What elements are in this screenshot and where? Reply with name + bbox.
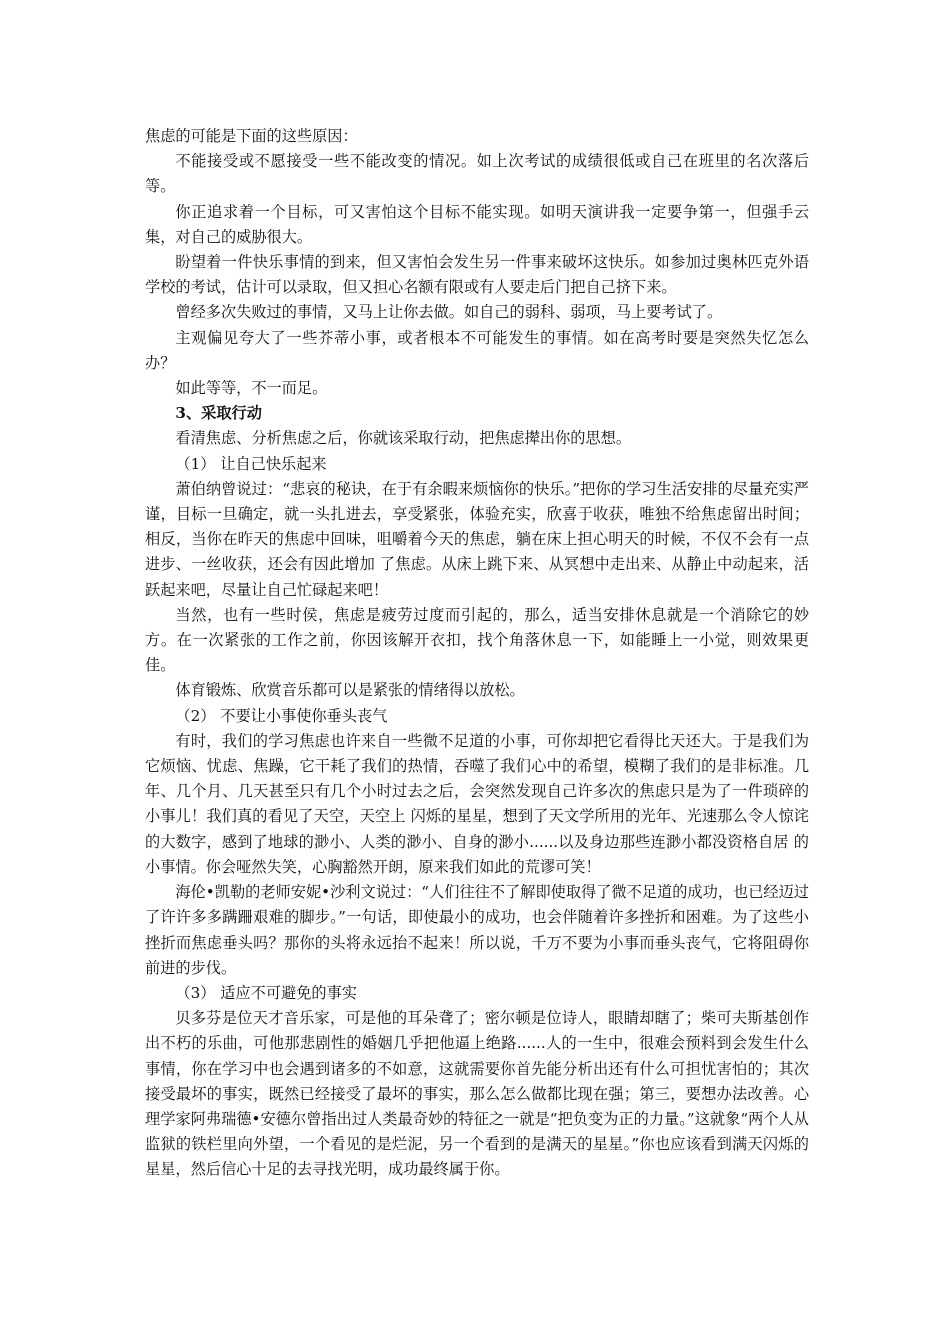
paragraph-shaw-quote: 萧伯纳曾说过：“悲哀的秘诀，在于有余暇来烦恼你的快乐。”把你的学习生活安排的尽量充实严谨，目标一旦确定，就一头扎进去，享受紧张，体验充实，欣喜于收获，唯独不给焦虑留出时间；相反，当你在昨天的焦虑中回味，咀嚼着今天的焦虑，躺在床上担心明天的时候，不仅不会有一点进步、一丝收获，还会有因此增加 了焦虑。从床上跳下来、从冥想中走出来、从静止中动起来，活跃起来吧，尽量让自己忙碌起来吧！	[145, 479, 809, 599]
document-page	[145, 124, 809, 1183]
subheading-be-happy: （1） 让自己快乐起来	[175, 454, 327, 473]
subheading-small-things: （2） 不要让小事使你垂头丧气	[175, 706, 388, 725]
paragraph-etc: 如此等等，不一而足。	[175, 379, 328, 398]
paragraph-accept-facts: 贝多芬是位天才音乐家，可是他的耳朵聋了；密尔顿是位诗人，眼睛却瞎了；柴可夫斯基创作出不朽的乐曲，可他那悲剧性的婚姻几乎把他逼上绝路......人的一生中，很难会预料到会发生什么事情，你在学习中也会遇到诸多的不如意，这就需要你首先能分析出还有什么可担忧害怕的；其次接受最坏的事实，既然已经接受了最坏的事实，那么怎么做都比现在强；第三，要想办法改善。心理学家阿弗瑞德•安德尔曾指出过人类最奇妙的特征之一就是“把负变为正的力量。”这就象“两个人从监狱的铁栏里向外望，一个看见的是烂泥，另一个看到的是满天的星星。”你也应该看到满天闪烁的星星，然后信心十足的去寻找光明，成功最终属于你。	[145, 1009, 809, 1179]
subheading-accept-facts: （3） 适应不可避免的事实	[175, 983, 357, 1002]
paragraph-cause-1: 不能接受或不愿接受一些不能改变的情况。如上次考试的成绩很低或自己在班里的名次落后等。	[145, 152, 809, 196]
paragraph-take-action-intro: 看清焦虑、分析焦虑之后，你就该采取行动，把焦虑撵出你的思想。	[175, 429, 632, 448]
paragraph-cause-5: 主观偏见夸大了一些芥蒂小事，或者根本不可能发生的事情。如在高考时要是突然失忆怎么办？	[145, 328, 809, 372]
paragraph-rest: 当然，也有一些时侯，焦虑是疲劳过度而引起的，那么，适当安排休息就是一个消除它的妙方。在一次紧张的工作之前，你因该解开衣扣，找个角落休息一下，如能睡上一小觉，则效果更佳。	[145, 605, 809, 675]
paragraph-exercise-music: 体育锻炼、欣赏音乐都可以是紧张的情绪得以放松。	[175, 681, 525, 700]
paragraph-cause-3: 盼望着一件快乐事情的到来，但又害怕会发生另一件事来破坏这快乐。如参加过奥林匹克外语学校的考试，估计可以录取，但又担心名额有限或有人要走后门把自己挤下来。	[145, 253, 809, 297]
paragraph-sullivan-quote: 海伦•凯勒的老师安妮•沙利文说过：“人们往往不了解即使取得了微不足道的成功，也已经迈过了许许多多蹒跚艰难的脚步。”一句话，即使最小的成功，也会伴随着许多挫折和困难。为了这些小挫折而焦虑垂头吗？那你的头将永远抬不起来！所以说，千万不要为小事而垂头丧气，它将阻碍你前进的步伐。	[145, 883, 809, 977]
paragraph-cause-2: 你正追求着一个目标，可又害怕这个目标不能实现。如明天演讲我一定要争第一，但强手云集，对自己的威胁很大。	[145, 202, 809, 246]
paragraph-cause-4: 曾经多次失败过的事情，又马上让你去做。如自己的弱科、弱项，马上要考试了。	[175, 303, 723, 322]
paragraph-small-things: 有时，我们的学习焦虑也许来自一些微不足道的小事，可你却把它看得比天还大。于是我们为它烦恼、忧虑、焦躁，它干耗了我们的热情，吞噬了我们心中的希望，模糊了我们的是非标准。几年、几个月、几天甚至只有几个小时过去之后，会突然发现自己许多次的焦虑只是为了一件琐碎的小事儿！我们真的看见了天空，天空上 闪烁的星星，想到了天文学所用的光年、光速那么令人惊诧的大数字，感到了地球的渺小、人类的渺小、自身的渺小......以及身边那些连渺小都没资格自居 的小事情。你会哑然失笑，心胸豁然开朗，原来我们如此的荒谬可笑！	[145, 731, 809, 876]
section-heading-take-action: 3、采取行动	[175, 404, 262, 423]
paragraph-causes-intro: 焦虑的可能是下面的这些原因：	[145, 127, 358, 145]
